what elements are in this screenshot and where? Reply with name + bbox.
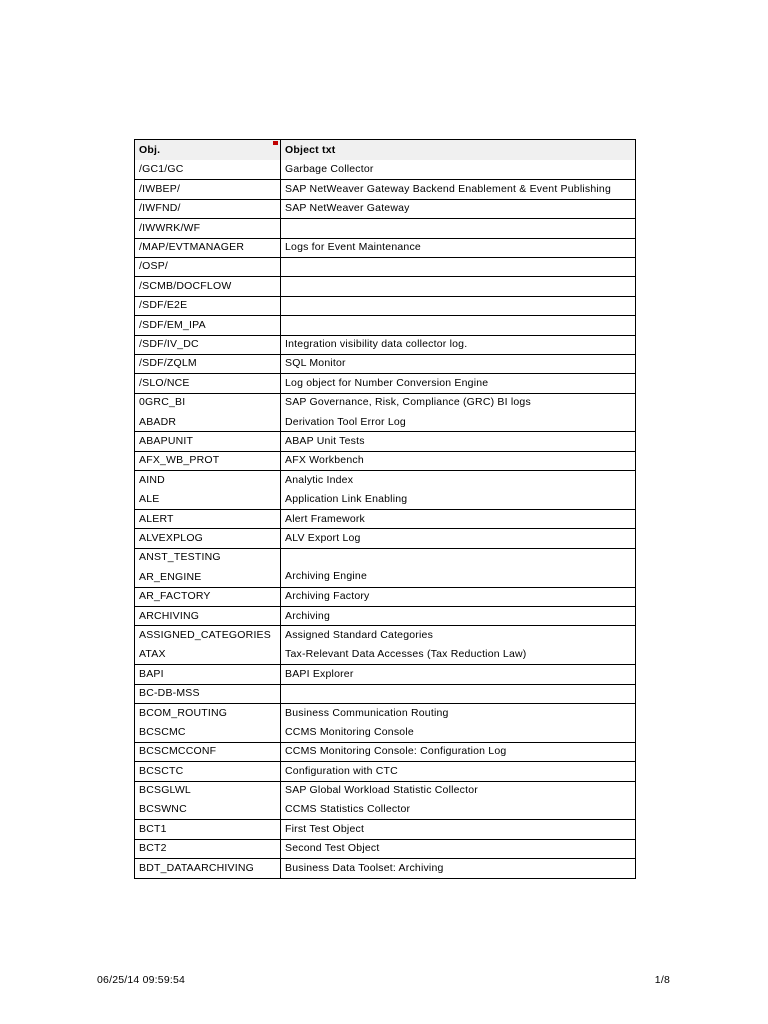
table-row bbox=[135, 703, 635, 742]
table-row bbox=[135, 218, 635, 237]
obj-name: 0GRC_BI bbox=[139, 396, 186, 409]
object-description: ALV Export Log bbox=[285, 531, 361, 544]
obj-name: ASSIGNED_CATEGORIES bbox=[139, 628, 271, 641]
table-row bbox=[135, 160, 635, 179]
object-txt-cell bbox=[281, 336, 635, 354]
obj-name: ARCHIVING bbox=[139, 609, 200, 622]
object-txt-cell bbox=[281, 704, 635, 742]
obj-name: AR_FACTORY bbox=[139, 590, 211, 603]
obj-name: /SDF/IV_DC bbox=[139, 338, 199, 351]
object-txt-cell bbox=[281, 607, 635, 625]
table-row bbox=[135, 393, 635, 432]
obj-name: /GC1/GC bbox=[139, 163, 184, 175]
obj-cell bbox=[135, 316, 281, 334]
object-description: CCMS Monitoring Console: Configuration Log bbox=[285, 745, 507, 758]
object-txt-cell bbox=[281, 762, 635, 780]
object-txt-cell bbox=[281, 840, 635, 858]
obj-name: /IWFND/ bbox=[139, 202, 181, 215]
obj-cell bbox=[135, 859, 281, 877]
table-row bbox=[135, 257, 635, 276]
obj-cell bbox=[135, 297, 281, 315]
obj-cell bbox=[135, 180, 281, 198]
obj-cell bbox=[135, 394, 281, 432]
obj-name: BAPI bbox=[139, 667, 164, 680]
obj-cell bbox=[135, 452, 281, 470]
obj-name: /MAP/EVTMANAGER bbox=[139, 241, 245, 254]
object-txt-cell bbox=[281, 510, 635, 528]
object-description: Derivation Tool Error Log bbox=[285, 415, 406, 428]
obj-cell bbox=[135, 665, 281, 683]
object-description: AFX Workbench bbox=[285, 454, 364, 467]
object-description bbox=[285, 297, 631, 315]
object-txt-cell bbox=[281, 782, 635, 820]
object-description: SAP NetWeaver Gateway Backend Enablement & Event Publishing bbox=[285, 182, 612, 195]
object-description bbox=[285, 277, 631, 295]
object-txt-cell bbox=[281, 394, 635, 432]
obj-name: /OSP/ bbox=[139, 260, 169, 273]
obj-name: BDT_DATAARCHIVING bbox=[139, 861, 255, 874]
obj-name: ABADR bbox=[139, 415, 177, 428]
table-row bbox=[135, 781, 635, 820]
object-description: Archiving Factory bbox=[285, 590, 370, 603]
object-description: Configuration with CTC bbox=[285, 764, 398, 777]
object-txt-cell bbox=[281, 258, 635, 276]
table-row bbox=[135, 528, 635, 547]
object-txt-cell bbox=[281, 200, 635, 218]
obj-cell bbox=[135, 820, 281, 838]
obj-name: /IWWRK/WF bbox=[139, 221, 201, 234]
object-description: CCMS Monitoring Console bbox=[285, 725, 414, 738]
object-description: BAPI Explorer bbox=[285, 667, 354, 680]
table-row bbox=[135, 761, 635, 780]
obj-name: ANST_TESTING bbox=[139, 551, 221, 564]
obj-name: BCSCTC bbox=[139, 764, 184, 777]
object-description: Alert Framework bbox=[285, 512, 366, 525]
obj-cell bbox=[135, 743, 281, 761]
obj-name: BCSCMC bbox=[139, 725, 186, 738]
object-description bbox=[285, 316, 631, 334]
object-txt-cell bbox=[281, 432, 635, 450]
object-description: ABAP Unit Tests bbox=[285, 434, 365, 447]
obj-cell bbox=[135, 704, 281, 742]
table-row bbox=[135, 276, 635, 295]
object-description bbox=[285, 258, 631, 276]
obj-cell bbox=[135, 200, 281, 218]
obj-name: AFX_WB_PROT bbox=[139, 454, 220, 467]
object-txt-cell bbox=[281, 452, 635, 470]
object-description: First Test Object bbox=[285, 822, 365, 835]
object-description: SAP NetWeaver Gateway bbox=[285, 202, 410, 215]
table-row bbox=[135, 335, 635, 354]
table-row bbox=[135, 354, 635, 373]
table-row bbox=[135, 684, 635, 703]
object-description: Integration visibility data collector log. bbox=[285, 338, 468, 351]
table-body bbox=[135, 160, 635, 878]
obj-cell bbox=[135, 277, 281, 295]
object-description: Assigned Standard Categories bbox=[285, 628, 434, 641]
obj-name: ALERT bbox=[139, 512, 174, 525]
obj-name: /SDF/ZQLM bbox=[139, 357, 197, 370]
obj-cell bbox=[135, 840, 281, 858]
table-row bbox=[135, 839, 635, 858]
table-row bbox=[135, 509, 635, 528]
obj-cell bbox=[135, 607, 281, 625]
obj-name: BCSGLWL bbox=[139, 784, 191, 797]
obj-cell bbox=[135, 588, 281, 606]
obj-name: BCSCMCCONF bbox=[139, 745, 217, 758]
object-txt-cell bbox=[281, 626, 635, 664]
object-description: Logs for Event Maintenance bbox=[285, 241, 421, 254]
table-row bbox=[135, 858, 635, 877]
object-txt-cell bbox=[281, 588, 635, 606]
table-row bbox=[135, 470, 635, 509]
table-row bbox=[135, 199, 635, 218]
object-description: Second Test Object bbox=[285, 842, 380, 855]
obj-name: /SDF/E2E bbox=[139, 299, 188, 312]
object-table bbox=[134, 139, 636, 879]
table-row bbox=[135, 664, 635, 683]
table-row bbox=[135, 315, 635, 334]
header-obj-label: Obj. bbox=[139, 144, 161, 156]
obj-name: /SLO/NCE bbox=[139, 376, 190, 389]
object-txt-cell bbox=[281, 820, 635, 838]
object-txt-cell bbox=[281, 529, 635, 547]
table-row bbox=[135, 742, 635, 761]
object-description: Archiving Engine bbox=[285, 570, 367, 583]
obj-cell bbox=[135, 355, 281, 373]
object-description: Garbage Collector bbox=[285, 163, 374, 175]
obj-cell bbox=[135, 626, 281, 664]
object-description: SAP Global Workload Statistic Collector bbox=[285, 784, 478, 797]
table-row bbox=[135, 606, 635, 625]
object-description bbox=[285, 549, 631, 567]
obj-cell bbox=[135, 258, 281, 276]
object-description: SQL Monitor bbox=[285, 357, 346, 370]
table-header-row bbox=[135, 140, 635, 160]
object-description: Business Communication Routing bbox=[285, 706, 449, 719]
object-description: Analytic Index bbox=[285, 473, 354, 486]
table-row bbox=[135, 179, 635, 198]
table-row bbox=[135, 238, 635, 257]
object-txt-cell bbox=[281, 219, 635, 237]
obj-name: BCT2 bbox=[139, 842, 167, 855]
footer-page-number: 1/8 bbox=[654, 974, 670, 986]
object-txt-cell bbox=[281, 743, 635, 761]
table-row bbox=[135, 587, 635, 606]
obj-cell bbox=[135, 782, 281, 820]
obj-cell bbox=[135, 685, 281, 703]
table-row bbox=[135, 625, 635, 664]
object-txt-cell bbox=[281, 297, 635, 315]
obj-name: ATAX bbox=[139, 648, 166, 661]
obj-cell bbox=[135, 529, 281, 547]
object-txt-cell bbox=[281, 316, 635, 334]
obj-name: BC-DB-MSS bbox=[139, 687, 200, 700]
object-txt-cell bbox=[281, 239, 635, 257]
object-description bbox=[285, 685, 631, 703]
obj-cell bbox=[135, 762, 281, 780]
object-description: Business Data Toolset: Archiving bbox=[285, 861, 444, 874]
obj-name: /SDF/EM_IPA bbox=[139, 318, 206, 331]
obj-cell bbox=[135, 549, 281, 587]
obj-name: ALVEXPLOG bbox=[139, 531, 204, 544]
object-txt-cell bbox=[281, 160, 635, 179]
object-txt-cell bbox=[281, 355, 635, 373]
table-row bbox=[135, 819, 635, 838]
header-obj bbox=[135, 140, 281, 160]
object-description: Log object for Number Conversion Engine bbox=[285, 376, 489, 389]
object-txt-cell bbox=[281, 277, 635, 295]
object-description bbox=[285, 219, 631, 237]
object-txt-cell bbox=[281, 665, 635, 683]
obj-cell bbox=[135, 510, 281, 528]
table-row bbox=[135, 373, 635, 392]
table-row bbox=[135, 451, 635, 470]
object-txt-cell bbox=[281, 549, 635, 587]
obj-name: ABAPUNIT bbox=[139, 434, 194, 447]
obj-name: BCSWNC bbox=[139, 803, 187, 816]
obj-cell bbox=[135, 239, 281, 257]
header-object-txt: Object txt bbox=[285, 144, 336, 156]
obj-name: BCOM_ROUTING bbox=[139, 706, 228, 719]
obj-cell bbox=[135, 374, 281, 392]
table-row bbox=[135, 431, 635, 450]
object-description: Application Link Enabling bbox=[285, 493, 408, 506]
obj-name: BCT1 bbox=[139, 822, 167, 835]
obj-name: AIND bbox=[139, 473, 165, 486]
object-txt-cell bbox=[281, 685, 635, 703]
obj-name: ALE bbox=[139, 493, 160, 506]
obj-name: /IWBEP/ bbox=[139, 182, 181, 195]
obj-cell bbox=[135, 432, 281, 450]
object-description: SAP Governance, Risk, Compliance (GRC) BI logs bbox=[285, 396, 531, 409]
object-description: Archiving bbox=[285, 609, 330, 622]
obj-name: AR_ENGINE bbox=[139, 570, 202, 583]
obj-name: /SCMB/DOCFLOW bbox=[139, 279, 232, 292]
object-txt-cell bbox=[281, 180, 635, 198]
obj-cell bbox=[135, 471, 281, 509]
object-description: Tax-Relevant Data Accesses (Tax Reduction Law) bbox=[285, 648, 527, 661]
footer-timestamp: 06/25/14 09:59:54 bbox=[97, 974, 186, 986]
object-txt-cell bbox=[281, 471, 635, 509]
object-txt-cell bbox=[281, 374, 635, 392]
comment-marker-icon bbox=[273, 141, 278, 145]
table-row bbox=[135, 296, 635, 315]
obj-cell bbox=[135, 219, 281, 237]
obj-cell bbox=[135, 160, 281, 179]
object-txt-cell bbox=[281, 859, 635, 877]
object-description: CCMS Statistics Collector bbox=[285, 803, 411, 816]
table-row bbox=[135, 548, 635, 587]
obj-cell bbox=[135, 336, 281, 354]
